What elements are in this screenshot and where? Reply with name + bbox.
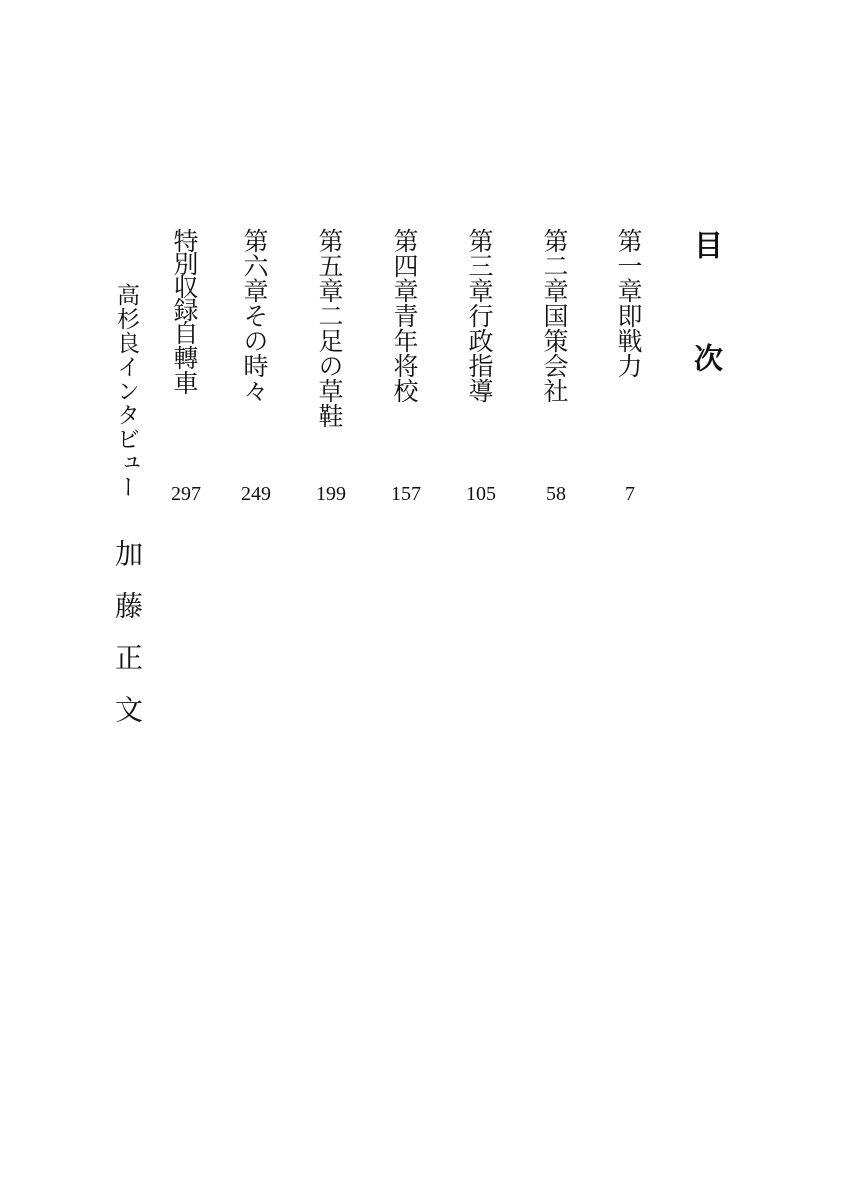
toc-title: 目次: [690, 230, 724, 456]
chapter-label: 第一章: [614, 228, 643, 303]
chapter-page-number: 58: [546, 483, 566, 505]
chapter-title: 国策会社: [540, 303, 569, 403]
toc-entry-chapter-2[interactable]: [542, 228, 567, 403]
chapter-page-number: 249: [241, 483, 271, 505]
chapter-title: 即戦力: [614, 303, 643, 378]
chapter-title: 二足の草鞋: [315, 303, 344, 428]
author-name: 加藤正文: [111, 539, 144, 747]
chapter-title: 行政指導: [465, 303, 494, 403]
chapter-title: 青年将校: [390, 303, 419, 403]
chapter-label: 第三章: [465, 228, 494, 303]
special-feature-label: 特別収録: [170, 228, 199, 320]
toc-entry-chapter-4[interactable]: [392, 228, 417, 403]
chapter-page-number: 7: [625, 483, 635, 505]
interview-label: 高杉良インタビュー: [113, 283, 139, 499]
toc-entry-chapter-3[interactable]: [467, 228, 492, 403]
toc-entry-chapter-1[interactable]: [616, 228, 641, 378]
toc-entry-chapter-5[interactable]: [317, 228, 342, 428]
toc-entry-special-feature[interactable]: [172, 228, 197, 395]
chapter-label: 第六章: [240, 228, 269, 303]
chapter-title: その時々: [240, 303, 269, 403]
special-feature-title: 自轉車: [170, 320, 199, 395]
special-feature-page-number: 297: [171, 483, 201, 505]
toc-entry-chapter-6[interactable]: [242, 228, 267, 403]
chapter-page-number: 199: [316, 483, 346, 505]
chapter-label: 第二章: [540, 228, 569, 303]
chapter-page-number: 105: [466, 483, 496, 505]
chapter-label: 第五章: [315, 228, 344, 303]
chapter-label: 第四章: [390, 228, 419, 303]
chapter-page-number: 157: [391, 483, 421, 505]
